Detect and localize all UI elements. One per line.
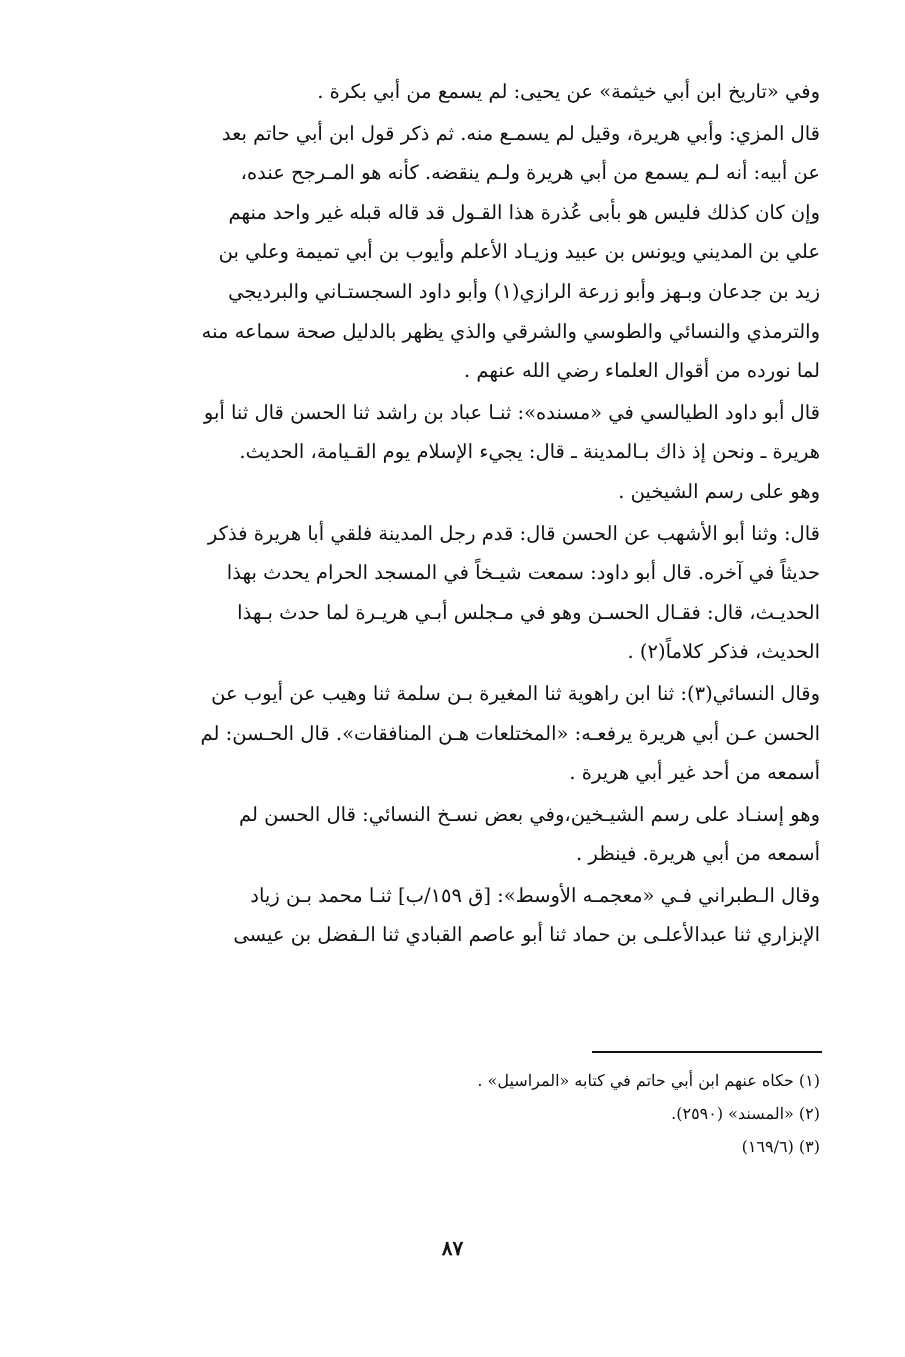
footnote-divider bbox=[592, 1051, 822, 1053]
page-number: ٨٧ bbox=[441, 1236, 464, 1260]
text-line: وهو إسنـاد على رسم الشيـخين،وفي بعض نسـخ النسائي: قال الحسن لم bbox=[239, 802, 820, 826]
paragraph-7 bbox=[108, 876, 820, 955]
text-line: قال المزي: وأبي هريرة، وقيل لم يسمـع منه. ثم ذكر قول ابن أبي حاتم بعد bbox=[221, 121, 820, 145]
text-line: الإبزاري ثنا عبدالأعلـى بن حماد ثنا أبو عاصم القبادي ثنا الـفضل بن عيسى bbox=[233, 923, 820, 947]
text-line: زيد بن جدعان وبـهز وأبو زرعة الرازي(١) وأبو داود السجستـاني والبرديجي bbox=[228, 279, 820, 303]
footnote-2: (٢) «المسند» (٢٥٩٠). bbox=[671, 1104, 820, 1123]
text-line: علي بن المديني ويونس بن عبيد وزيـاد الأعلم وأيوب بن أبي تميمة وعلي بن bbox=[218, 240, 820, 264]
main-text bbox=[108, 72, 820, 957]
text-line: الحديـث، قال: فقـال الحسـن وهو في مـجلس أبـي هريـرة لما حدث بـهذا bbox=[237, 600, 820, 624]
text-line: الحسن عـن أبي هريرة يرفعـه: «المختلعات هـن المنافقات». قال الحـسن: لم bbox=[200, 721, 820, 745]
paragraph-2 bbox=[108, 114, 820, 391]
text-line: وقال الـطبراني فـي «معجمـه الأوسط»: [ق ١٥٩/ب] ثنـا محمد بـن زياد bbox=[250, 883, 820, 907]
text-line: قال: وثنا أبو الأشهب عن الحسن قال: قدم رجل المدينة فلقي أبا هريرة فذكر bbox=[207, 521, 820, 545]
paragraph-4 bbox=[108, 514, 820, 672]
paragraph-6 bbox=[108, 795, 820, 874]
text-line: وإن كان كذلك فليس هو بأبى عُذرة هذا القـول قد قاله قبله غير واحد منهم bbox=[228, 200, 820, 224]
text-line: أسمعه من أحد غير أبي هريرة . bbox=[569, 761, 820, 785]
footnotes bbox=[300, 1066, 820, 1165]
paragraph-3 bbox=[108, 393, 820, 512]
text-line: أسمعه من أبي هريرة. فينظر . bbox=[576, 842, 820, 866]
paragraph-5 bbox=[108, 674, 820, 793]
text-line: والترمذي والنسائي والطوسي والشرقي والذي يظهر بالدليل صحة سماعه منه bbox=[201, 319, 820, 343]
text-line: هريرة ـ ونحن إذ ذاك بـالمدينة ـ قال: يجيء الإسلام يوم القـيامة، الحديث. bbox=[239, 440, 820, 464]
footnote-3: (٣) (١٦٩/٦) bbox=[741, 1137, 820, 1156]
text-line: وفي «تاريخ ابن أبي خيثمة» عن يحيى: لم يسمع من أبي بكرة . bbox=[317, 80, 820, 103]
paragraph-1 bbox=[108, 72, 820, 112]
text-line: وقال النسائي(٣): ثنا ابن راهوية ثنا المغيرة بـن سلمة ثنا وهيب عن أيوب عن bbox=[211, 681, 820, 705]
text-line: قال أبو داود الطيالسي في «مسنده»: ثنـا عباد بن راشد ثنا الحسن قال ثنا أبو bbox=[203, 400, 820, 424]
text-line: حديثاً في آخره. قال أبو داود: سمعت شيـخاً في المسجد الحرام يحدث بهذا bbox=[226, 561, 820, 585]
text-line: عن أبيه: أنه لـم يسمع من أبي هريرة ولـم ينقضه. كأنه هو المـرجح عنده، bbox=[240, 161, 820, 185]
text-line: وهو على رسم الشيخين . bbox=[618, 479, 820, 503]
text-line: لما نورده من أقوال العلماء رضي الله عنهم . bbox=[463, 359, 820, 383]
footnote-1: (١) حكاه عنهم ابن أبي حاتم في كتابه «المراسيل» . bbox=[477, 1071, 820, 1090]
text-line: الحديث، فذكر كلاماً(٢) . bbox=[627, 640, 820, 664]
